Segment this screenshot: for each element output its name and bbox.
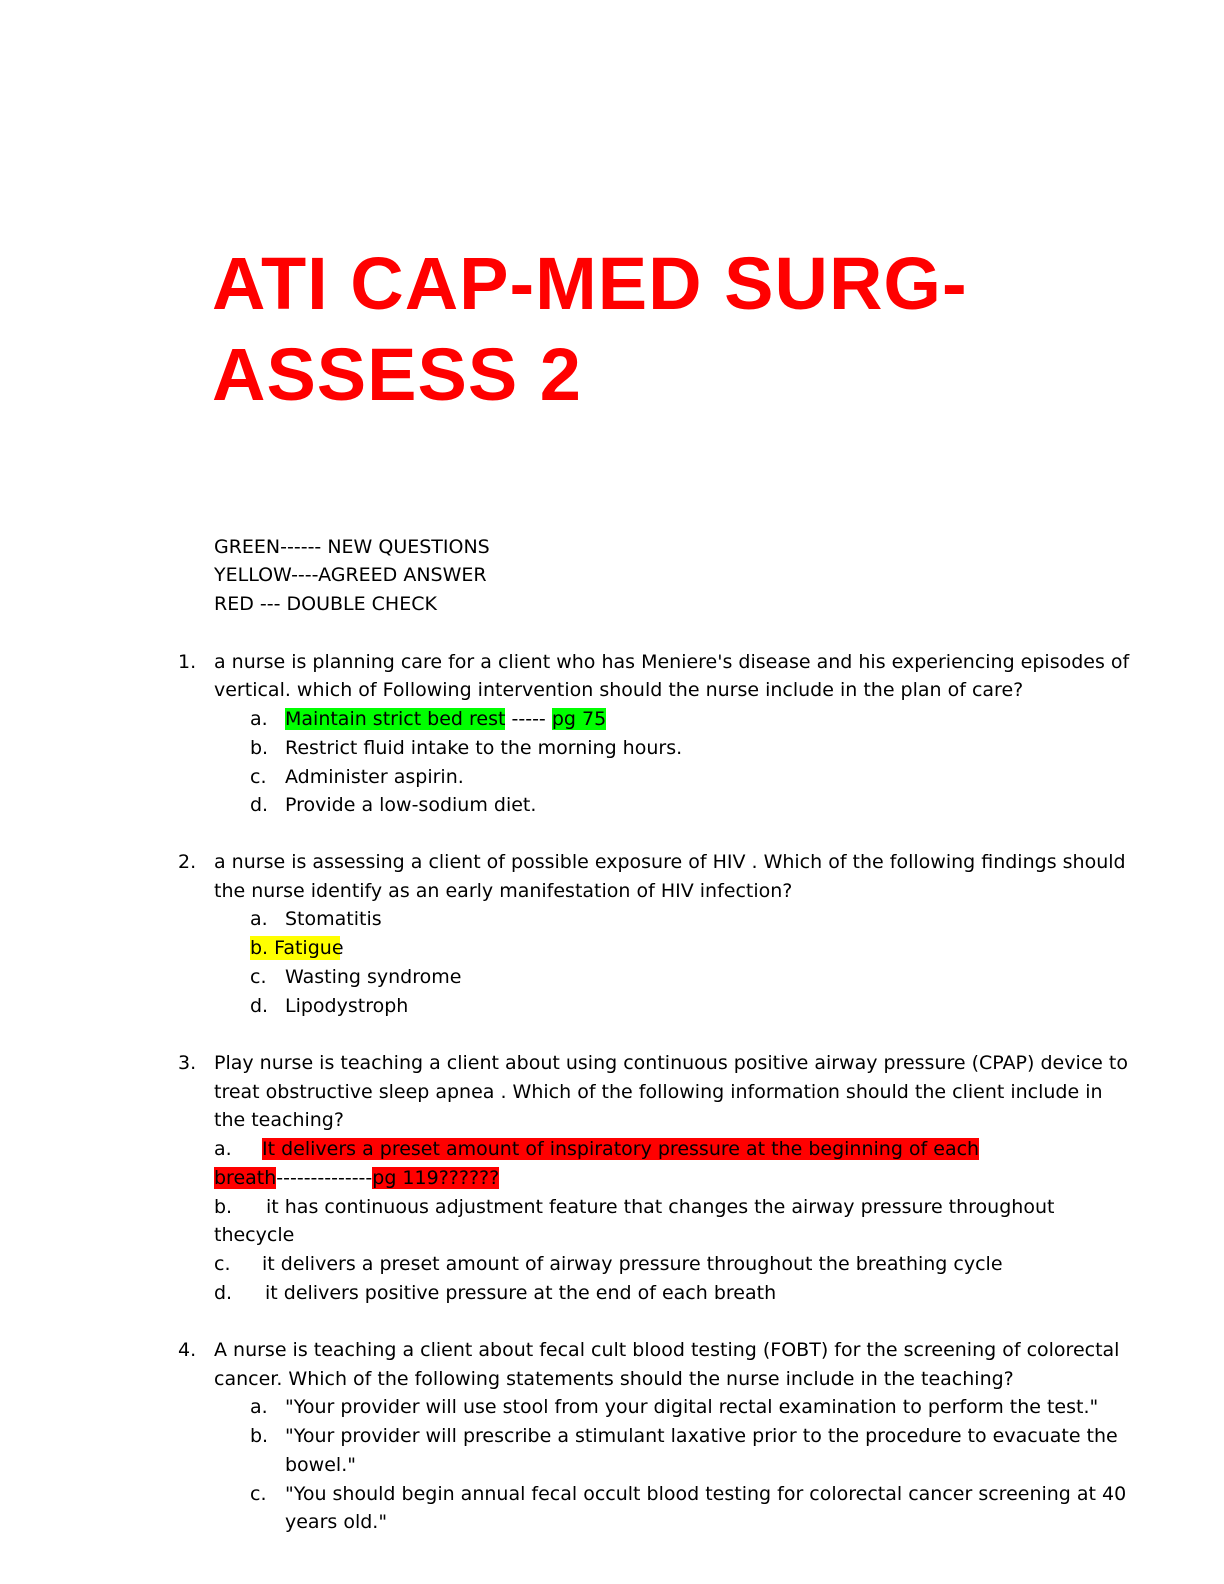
q2-option-d-letter: d. [250, 995, 269, 1017]
question-3-number: 3. [178, 1052, 197, 1074]
q4-option-c-text-2: years old." [285, 1511, 388, 1533]
q1-option-b-letter: b. [250, 737, 269, 759]
q2-option-a-text: Stomatitis [285, 908, 382, 930]
q3-option-c-letter: c. [214, 1253, 231, 1275]
question-2-text-line-2: the nurse identify as an early manifestation of HIV infection? [214, 880, 793, 902]
question-3-text-line-3: the teaching? [214, 1109, 344, 1131]
question-3-text-line-2: treat obstructive sleep apnea . Which of the following information should the client include in [214, 1081, 1103, 1103]
q3-option-a-letter: a. [214, 1138, 232, 1160]
question-3-text-line-1: Play nurse is teaching a client about using continuous positive airway pressure (CPAP) device to [214, 1052, 1128, 1074]
q4-option-b-letter: b. [250, 1425, 269, 1447]
q1-option-d-letter: d. [250, 794, 269, 816]
q2-option-c-letter: c. [250, 966, 267, 988]
legend-green: GREEN------ NEW QUESTIONS [214, 536, 490, 558]
q1-option-b-text: Restrict fluid intake to the morning hours. [285, 737, 683, 759]
q1-option-c-letter: c. [250, 766, 267, 788]
q1-option-a-letter: a. [250, 708, 268, 730]
q3-option-d-text: it delivers positive pressure at the end of each breath [265, 1282, 777, 1304]
q3-option-a-line-2 [214, 1166, 499, 1190]
q1-option-a-separator: ----- [505, 708, 552, 730]
q2-option-c-text: Wasting syndrome [285, 966, 462, 988]
q4-option-c-text: "You should begin annual fecal occult blood testing for colorectal cancer screening at 40 [285, 1483, 1127, 1505]
question-2-number: 2. [178, 851, 197, 873]
q3-option-a-note: pg 119?????? [372, 1167, 500, 1189]
question-4-text-line-2: cancer. Which of the following statements should the nurse include in the teaching? [214, 1368, 1014, 1390]
q1-option-c-text: Administer aspirin. [285, 766, 464, 788]
q4-option-b-text: "Your provider will prescribe a stimulant laxative prior to the procedure to evacuate the [285, 1425, 1118, 1447]
title-line-1: ATI CAP-MED SURG- [212, 242, 968, 325]
q1-option-d-text: Provide a low-sodium diet. [285, 794, 537, 816]
q3-option-a-line-1 [262, 1137, 979, 1161]
question-1-text-line-1: a nurse is planning care for a client who has Meniere's disease and his experiencing episodes of [214, 651, 1130, 673]
q1-option-a [285, 707, 606, 731]
question-1-text-line-2: vertical. which of Following intervention should the nurse include in the plan of care? [214, 679, 1024, 701]
q4-option-c-letter: c. [250, 1483, 267, 1505]
question-4-number: 4. [178, 1339, 197, 1361]
q4-option-a-letter: a. [250, 1396, 268, 1418]
q3-option-a-separator: -------------- [276, 1167, 373, 1189]
q4-option-a-text: "Your provider will use stool from your digital rectal examination to perform the test." [285, 1396, 1099, 1418]
q3-option-b-letter: b. [214, 1196, 233, 1218]
document-title [212, 238, 1112, 420]
q2-option-b-text: Fatigue [274, 937, 344, 959]
legend-red: RED --- DOUBLE CHECK [214, 593, 437, 615]
q2-option-d-text: Lipodystroph [285, 995, 409, 1017]
q3-option-a-text-2: breath [214, 1167, 277, 1189]
q2-option-a-letter: a. [250, 908, 268, 930]
legend-yellow: YELLOW----AGREED ANSWER [214, 564, 487, 586]
q1-option-a-note: pg 75 [551, 708, 607, 730]
q3-option-b-text-2: thecycle [214, 1224, 295, 1246]
q1-option-a-text: Maintain strict bed rest [285, 708, 506, 730]
q4-option-b-text-2: bowel." [285, 1454, 356, 1476]
title-line-2: ASSESS 2 [212, 333, 582, 416]
q2-option-b-letter: b. [250, 937, 269, 959]
q3-option-b-text: it has continuous adjustment feature that changes the airway pressure throughout [266, 1196, 1055, 1218]
question-4-text-line-1: A nurse is teaching a client about fecal cult blood testing (FOBT) for the screening of colorectal [214, 1339, 1120, 1361]
q3-option-c-text: it delivers a preset amount of airway pressure throughout the breathing cycle [262, 1253, 1003, 1275]
question-2-text-line-1: a nurse is assessing a client of possible exposure of HIV . Which of the following findings should [214, 851, 1126, 873]
q3-option-d-letter: d. [214, 1282, 233, 1304]
question-1-number: 1. [178, 651, 197, 673]
q2-option-b [250, 936, 344, 960]
q3-option-a-text: It delivers a preset amount of inspiratory pressure at the beginning of each [262, 1138, 980, 1160]
